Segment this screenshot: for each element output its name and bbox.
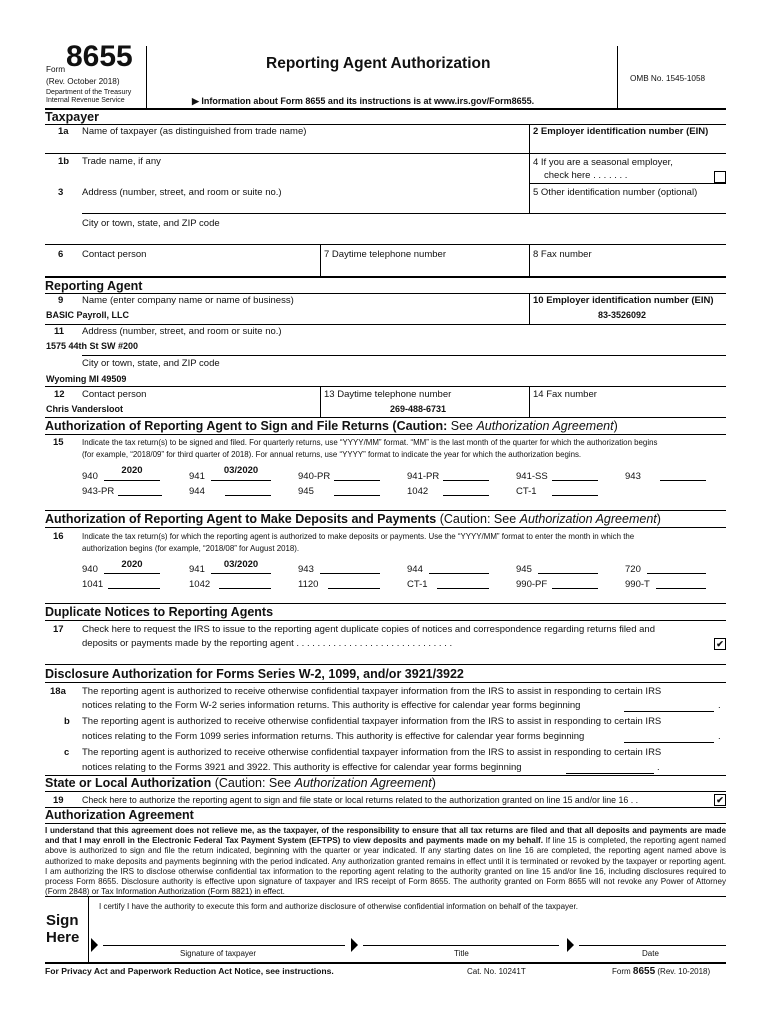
dep-944-label: 944: [407, 564, 423, 575]
dep-941-label: 941: [189, 564, 205, 575]
line-19-text: Check here to authorize the reporting agent to sign and file state or local returns related to the authorization granted on line 15 and/or line 16 . .: [82, 795, 639, 805]
arrow-right-icon: [91, 938, 98, 952]
dep-1041-input[interactable]: [108, 588, 160, 589]
form-number: 8655: [66, 40, 133, 73]
line-19-number: 19: [53, 795, 64, 806]
underline: [104, 480, 160, 481]
dep-943-input[interactable]: [320, 573, 380, 574]
rule: [45, 791, 726, 792]
line-16-text-1: Indicate the tax return(s) for which the reporting agent is authorized to make deposits or payments. Use the “YYYY/MM” format to enter the month in which the: [82, 532, 635, 541]
form-1042-input[interactable]: [443, 495, 489, 496]
col-divider: [529, 244, 530, 276]
form-945-input[interactable]: [334, 495, 380, 496]
line-9-number: 9: [58, 295, 64, 306]
signature-line[interactable]: [103, 945, 345, 946]
agent-name-label: Name (enter company name or name of business): [82, 295, 294, 306]
line-15-text-1: Indicate the tax return(s) to be signed and filed. For quarterly returns, use “YYYY/MM” format. “MM” is the last month of the quarter for which the authorization begins: [82, 438, 658, 447]
col-divider: [529, 386, 530, 418]
line-18a-text-1: The reporting agent is authorized to receive otherwise confidential taxpayer information from the IRS to assist in responding to certain IRS: [82, 686, 662, 697]
line-15-number: 15: [53, 437, 64, 448]
rule: [45, 620, 726, 621]
seasonal-checkbox[interactable]: [714, 171, 726, 183]
line-18c-number: c: [64, 747, 70, 758]
dep-720-label: 720: [625, 564, 641, 575]
rule: [529, 183, 726, 184]
agent-phone-value[interactable]: 269-488-6731: [390, 404, 447, 414]
rule: [45, 664, 726, 665]
dep-990pf-label: 990-PF: [516, 579, 548, 590]
rule: [45, 153, 726, 154]
rule: [45, 603, 726, 604]
sign-label: Sign: [46, 912, 79, 929]
catalog-number: Cat. No. 10241T: [467, 967, 526, 976]
line-18c-text-1: The reporting agent is authorized to receive otherwise confidential taxpayer information from the IRS to assist in responding to certain IRS: [82, 747, 662, 758]
line-18b-number: b: [64, 716, 70, 727]
dep-943-label: 943: [298, 564, 314, 575]
agent-contact-value[interactable]: Chris Vandersloot: [46, 404, 124, 414]
form-944-label: 944: [189, 486, 205, 497]
form-940pr-label: 940-PR: [298, 471, 331, 482]
rule: [45, 293, 726, 294]
rule: [82, 355, 726, 356]
seasonal-check-text: check here . . . . . . .: [544, 170, 628, 181]
form-title: Reporting Agent Authorization: [266, 55, 491, 72]
dep-945-input[interactable]: [538, 573, 598, 574]
line-17-text-1: Check here to request the IRS to issue to the reporting agent duplicate copies of notices and correspondence regarding returns filed and: [82, 624, 655, 635]
title-line[interactable]: [363, 945, 559, 946]
line-6-number: 6: [58, 249, 64, 260]
form-ct1-label: CT-1: [516, 486, 537, 497]
rule: [45, 434, 726, 435]
other-id-label[interactable]: 5 Other identification number (optional): [533, 187, 698, 198]
agreement-heading: Authorization Agreement: [45, 808, 194, 822]
form-label: Form: [46, 65, 66, 74]
form-941ss-label: 941-SS: [516, 471, 548, 482]
form-940-label: 940: [82, 471, 98, 482]
address-label[interactable]: Address (number, street, and room or suite no.): [82, 187, 282, 198]
agent-contact-label: Contact person: [82, 389, 147, 400]
dep-1120-input[interactable]: [328, 588, 380, 589]
trade-name-label[interactable]: Trade name, if any: [82, 156, 161, 167]
rule: [45, 417, 726, 418]
line-18a-number: 18a: [50, 686, 66, 697]
privacy-notice: For Privacy Act and Paperwork Reduction Act Notice, see instructions.: [45, 966, 334, 976]
agent-ein-label: 10 Employer identification number (EIN): [533, 295, 714, 306]
rule: [45, 896, 726, 897]
line-17-text-2: deposits or payments made by the reporting agent . . . . . . . . . . . . . . . . . . . . . . . . . . . . . .: [82, 638, 453, 649]
seasonal-employer-label: 4 If you are a seasonal employer,: [533, 157, 673, 168]
header-divider-left: [146, 46, 147, 108]
underline: [104, 573, 160, 574]
dep-945-label: 945: [516, 564, 532, 575]
rule: [45, 823, 726, 824]
rule: [45, 510, 726, 511]
taxpayer-name-label[interactable]: Name of taxpayer (as distinguished from trade name): [82, 126, 307, 137]
dep-941-start[interactable]: 03/2020: [223, 559, 259, 570]
w2-year-input[interactable]: [624, 711, 714, 712]
form-943-input[interactable]: [660, 480, 706, 481]
agent-heading: Reporting Agent: [45, 279, 143, 293]
form3921-year-input[interactable]: [566, 773, 654, 774]
rule: [82, 213, 726, 214]
sign-divider: [88, 896, 89, 964]
line-12-number: 12: [54, 389, 65, 400]
col-divider: [320, 386, 321, 418]
form-941-label: 941: [189, 471, 205, 482]
line-3-number: 3: [58, 187, 64, 198]
form-941pr-input[interactable]: [443, 480, 489, 481]
department: Department of the Treasury: [46, 89, 132, 96]
line-17-number: 17: [53, 624, 64, 635]
state-heading: State or Local Authorization (Caution: See Authorization Agreement): [45, 776, 436, 790]
form1099-year-input[interactable]: [624, 742, 714, 743]
dep-1120-label: 1120: [298, 579, 319, 590]
rule: [45, 527, 726, 528]
dep-ct1-input[interactable]: [437, 588, 489, 589]
agreement-text: I understand that this agreement does not relieve me, as the taxpayer, of the responsibility to ensure that all tax returns are filed and that all deposits and payments are made and that I may enroll in the Electronic Federal Tax Payment System (EFTPS) to view deposits and payments made on my behalf. If line 15 is completed, the reporting agent named above is authorized to sign and file the return indicated, beginning with the quarter or year indicated. If any starting dates on line 16 are completed, the reporting agent named above is authorized to make deposits and payments beginning with the period indicated. Any authorization granted remains in effect until it is terminated or revoked by the taxpayer or reporting agent. I am authorizing the IRS to disclose otherwise confidential tax information to the reporting agent relating to the authority granted on line 15 and/or line 16, including disclosures required to process Form 8655. Disclosure authority is effective upon signature of taxpayer and IRS receipt of Form 8655. The authority granted on Form 8655 will not revoke any Power of Attorney (Form 2848) or Tax Information Authorization (Form 8821) in effect.: [45, 826, 726, 897]
date-label: Date: [642, 949, 659, 958]
contact-person-label[interactable]: Contact person: [82, 249, 147, 260]
rule: [45, 386, 726, 387]
footer-rule: [45, 962, 726, 964]
agent-fax-label[interactable]: 14 Fax number: [533, 389, 597, 400]
revision: (Rev. October 2018): [46, 77, 120, 86]
taxpayer-ein-label[interactable]: 2 Employer identification number (EIN): [533, 126, 709, 137]
duplicate-notices-checkbox[interactable]: ✔: [714, 638, 726, 650]
title-label: Title: [454, 949, 469, 958]
agent-city-label: City or town, state, and ZIP code: [82, 358, 220, 369]
deposits-heading: Authorization of Reporting Agent to Make Deposits and Payments (Caution: See Authorization Agreement): [45, 512, 661, 526]
line-16-text-2: authorization begins (for example, “2018/08” for August 2018).: [82, 544, 300, 553]
agent-city-value[interactable]: Wyoming MI 49509: [46, 374, 127, 384]
form-info: ▶ Information about Form 8655 and its instructions is at www.irs.gov/Form8655.: [192, 96, 535, 106]
line-18b-text-1: The reporting agent is authorized to receive otherwise confidential taxpayer information from the IRS to assist in responding to certain IRS: [82, 716, 662, 727]
dep-940-label: 940: [82, 564, 98, 575]
period: .: [718, 700, 721, 711]
agent-address-label: Address (number, street, and room or suite no.): [82, 326, 282, 337]
rule: [45, 324, 726, 325]
signature-label: Signature of taxpayer: [180, 949, 257, 958]
footer-form-number: Form 8655 (Rev. 10-2018): [612, 966, 711, 977]
dep-1042-input[interactable]: [219, 588, 271, 589]
form-943pr-input[interactable]: [118, 495, 162, 496]
agent-phone-label: 13 Daytime telephone number: [324, 389, 452, 400]
irs-label: Internal Revenue Service: [46, 97, 125, 104]
dep-720-input[interactable]: [647, 573, 706, 574]
phone-label[interactable]: 7 Daytime telephone number: [324, 249, 446, 260]
form-940pr-input[interactable]: [334, 480, 380, 481]
form-941ss-input[interactable]: [552, 480, 598, 481]
dep-990t-input[interactable]: [656, 588, 706, 589]
dep-990pf-input[interactable]: [552, 588, 598, 589]
arrow-right-icon: [351, 938, 358, 952]
rule: [45, 244, 726, 245]
line-11-number: 11: [54, 326, 65, 337]
form-944-input[interactable]: [225, 495, 271, 496]
dep-1042-label: 1042: [189, 579, 211, 590]
dep-ct1-label: CT-1: [407, 579, 428, 590]
header-rule: [45, 108, 726, 110]
line-18c-text-2: notices relating to the Forms 3921 and 3922. This authority is effective for calendar year forms beginning: [82, 762, 522, 773]
line-18a-text-2: notices relating to the Form W-2 series information returns. This authority is effective for calendar year forms beginning: [82, 700, 581, 711]
period: .: [718, 731, 721, 742]
form-940-start[interactable]: 2020: [121, 465, 143, 476]
arrow-right-icon: [567, 938, 574, 952]
header-divider-right: [617, 46, 618, 108]
dep-944-input[interactable]: [429, 573, 489, 574]
form-1042-label: 1042: [407, 486, 429, 497]
form-ct1-input[interactable]: [552, 495, 598, 496]
underline: [211, 480, 271, 481]
line-1a-number: 1a: [58, 126, 69, 137]
section-rule: [45, 276, 726, 278]
duplicate-heading: Duplicate Notices to Reporting Agents: [45, 605, 274, 619]
underline: [211, 573, 271, 574]
rule: [45, 124, 726, 125]
line-1b-number: 1b: [58, 156, 70, 167]
form-941-start[interactable]: 03/2020: [223, 465, 259, 476]
rule: [45, 682, 726, 683]
disclosure-heading: Disclosure Authorization for Forms Series W-2, 1099, and/or 3921/3922: [45, 667, 464, 681]
sign-file-heading: Authorization of Reporting Agent to Sign and File Returns (Caution: See Authorization Agreement): [45, 419, 618, 433]
dep-940-start[interactable]: 2020: [121, 559, 143, 570]
certify-text: I certify I have the authority to execute this form and authorize disclosure of otherwise confidential information on behalf of the taxpayer.: [99, 902, 578, 911]
line-18b-text-2: notices relating to the Form 1099 series information returns. This authority is effective for calendar year forms beginning: [82, 731, 585, 742]
agent-ein-value[interactable]: 83-3526092: [598, 310, 647, 320]
agent-address-value[interactable]: 1575 44th St SW #200: [46, 341, 139, 351]
form-941pr-label: 941-PR: [407, 471, 440, 482]
city-label[interactable]: City or town, state, and ZIP code: [82, 218, 220, 229]
state-authorization-checkbox[interactable]: ✔: [714, 794, 726, 806]
col-divider: [320, 244, 321, 276]
dep-990t-label: 990-T: [625, 579, 650, 590]
line-15-text-2: (for example, “2018/09” for third quarter of 2018). For annual returns, use “YYYY” format to indicate the year for which the authorization begins.: [82, 450, 582, 459]
agent-name-value[interactable]: BASIC Payroll, LLC: [46, 310, 130, 320]
dep-1041-label: 1041: [82, 579, 104, 590]
date-line[interactable]: [579, 945, 726, 946]
period: .: [657, 762, 660, 773]
form-945-label: 945: [298, 486, 314, 497]
col-divider: [529, 124, 530, 213]
form-943-label: 943: [625, 471, 641, 482]
here-label: Here: [46, 929, 80, 946]
taxpayer-heading: Taxpayer: [45, 110, 99, 124]
fax-label[interactable]: 8 Fax number: [533, 249, 592, 260]
col-divider: [529, 293, 530, 325]
line-16-number: 16: [53, 531, 64, 542]
omb-number: OMB No. 1545-1058: [630, 74, 706, 83]
form-943pr-label: 943-PR: [82, 486, 115, 497]
